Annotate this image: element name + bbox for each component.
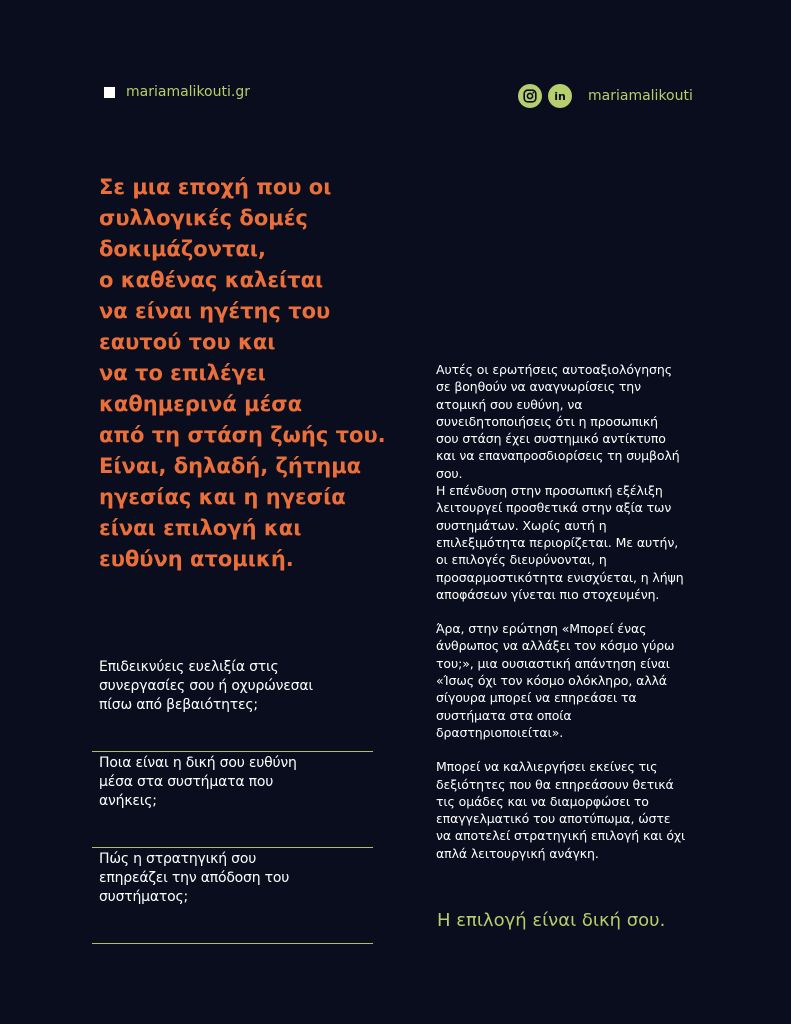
quote-line: συλλογικές δομές: [99, 206, 308, 230]
social-handle[interactable]: mariamalikouti: [588, 88, 693, 104]
question-text: [92, 656, 373, 715]
text-line: σου στάση έχει συστημικό αντίκτυπο: [436, 431, 666, 447]
question-line: μέσα στα συστήματα που: [99, 774, 274, 790]
quote-line: ο καθένας καλείται: [99, 268, 324, 292]
question-text: [92, 752, 373, 811]
question-line: ανήκεις;: [99, 793, 157, 809]
text-line: συστήματα στα οποία: [436, 707, 572, 723]
text-line: λειτουργεί προσθετικά στην αξία των: [436, 500, 672, 516]
quote-line: δοκιμάζονται,: [99, 237, 266, 261]
text-line: απλά λειτουργική ανάγκη.: [436, 845, 599, 861]
quote-line: καθημερινά μέσα: [99, 392, 303, 416]
quote-line: εαυτού του και: [99, 330, 276, 354]
text-line: επαγγελματικό του αποτύπωμα, ώστε: [436, 811, 671, 827]
question-item: [92, 752, 373, 848]
body-text: [436, 361, 706, 862]
text-line: δεξιότητες που θα επηρεάσουν θετικά: [436, 776, 674, 792]
header-website: [104, 84, 250, 100]
instagram-icon[interactable]: [518, 84, 542, 108]
question-line: συστήματος;: [99, 889, 189, 905]
quote-line: ηγεσίας και η ηγεσία: [99, 485, 346, 509]
question-line: Ποια είναι η δική σου ευθύνη: [99, 755, 297, 771]
text-line: συνειδητοποιήσεις ότι η προσωπική: [436, 413, 658, 429]
text-line: του;», μια ουσιαστική απάντηση είναι: [436, 655, 670, 671]
text-line: να αποτελεί στρατηγική επιλογή και όχι: [436, 828, 686, 844]
question-line: Πώς η στρατηγική σου: [99, 851, 257, 867]
text-line: σου.: [436, 465, 463, 481]
quote-line: Είναι, δηλαδή, ζήτημα: [99, 454, 362, 478]
text-line: αποφάσεων γίνεται πιο στοχευμένη.: [436, 586, 660, 602]
text-line: σίγουρα μπορεί να επηρεάσει τα: [436, 690, 637, 706]
text-line: «Ίσως όχι τον κόσμο ολόκληρο, αλλά: [436, 673, 667, 689]
quote-line: ευθύνη ατομική.: [99, 547, 294, 571]
quote-line: Σε μια εποχή που οι: [99, 175, 332, 199]
website-link[interactable]: mariamalikouti.gr: [126, 84, 250, 100]
text-line: τις ομάδες και να διαμορφώσει το: [436, 793, 649, 809]
question-list: [92, 656, 373, 944]
paragraph-investment: [436, 482, 706, 603]
paragraph-skills: [436, 758, 706, 862]
paragraph-gap: [436, 741, 706, 758]
text-line: δραστηριοποιείται».: [436, 724, 564, 740]
lead-quote: [99, 172, 386, 575]
quote-line: να το επιλέγει: [99, 361, 266, 385]
paragraph-self-assessment: [436, 361, 706, 482]
text-line: ατομική σου ευθύνη, να: [436, 396, 583, 412]
question-text: [92, 848, 373, 907]
text-line: επιλεξιμότητα περιορίζεται. Με αυτήν,: [436, 534, 679, 550]
text-line: Αυτές οι ερωτήσεις αυτοαξιολόγησης: [436, 362, 672, 377]
text-line: σε βοηθούν να αναγνωρίσεις την: [436, 379, 642, 395]
text-line: Μπορεί να καλλιεργήσει εκείνες τις: [436, 759, 658, 775]
text-line: οι επιλογές διευρύνονται, η: [436, 552, 607, 568]
text-line: Άρα, στην ερώτηση «Μπορεί ένας: [436, 621, 647, 637]
question-item: [92, 656, 373, 752]
text-line: προσαρμοστικότητα ενισχύεται, η λήψη: [436, 569, 684, 585]
question-line: επηρεάζει την απόδοση του: [99, 870, 290, 886]
question-line: Επιδεικνύεις ευελιξία στις: [99, 659, 279, 675]
paragraph-gap: [436, 603, 706, 620]
question-item: [92, 848, 373, 944]
square-bullet-icon: [104, 87, 115, 98]
text-line: Η επένδυση στην προσωπική εξέλιξη: [436, 483, 663, 499]
linkedin-icon[interactable]: in: [548, 84, 572, 108]
text-line: και να επαναπροσδιορίσεις τη συμβολή: [436, 448, 680, 464]
question-line: πίσω από βεβαιότητες;: [99, 697, 258, 713]
text-line: άνθρωπος να αλλάξει τον κόσμο γύρω: [436, 638, 675, 654]
quote-line: να είναι ηγέτης του: [99, 299, 331, 323]
closing-statement: Η επιλογή είναι δική σου.: [437, 910, 666, 931]
paragraph-question: [436, 620, 706, 741]
question-line: συνεργασίες σου ή οχυρώνεσαι: [99, 678, 313, 694]
quote-line: είναι επιλογή και: [99, 516, 302, 540]
header-social: [518, 84, 693, 108]
quote-line: από τη στάση ζωής του.: [99, 423, 386, 447]
text-line: συστημάτων. Χωρίς αυτή η: [436, 517, 607, 533]
